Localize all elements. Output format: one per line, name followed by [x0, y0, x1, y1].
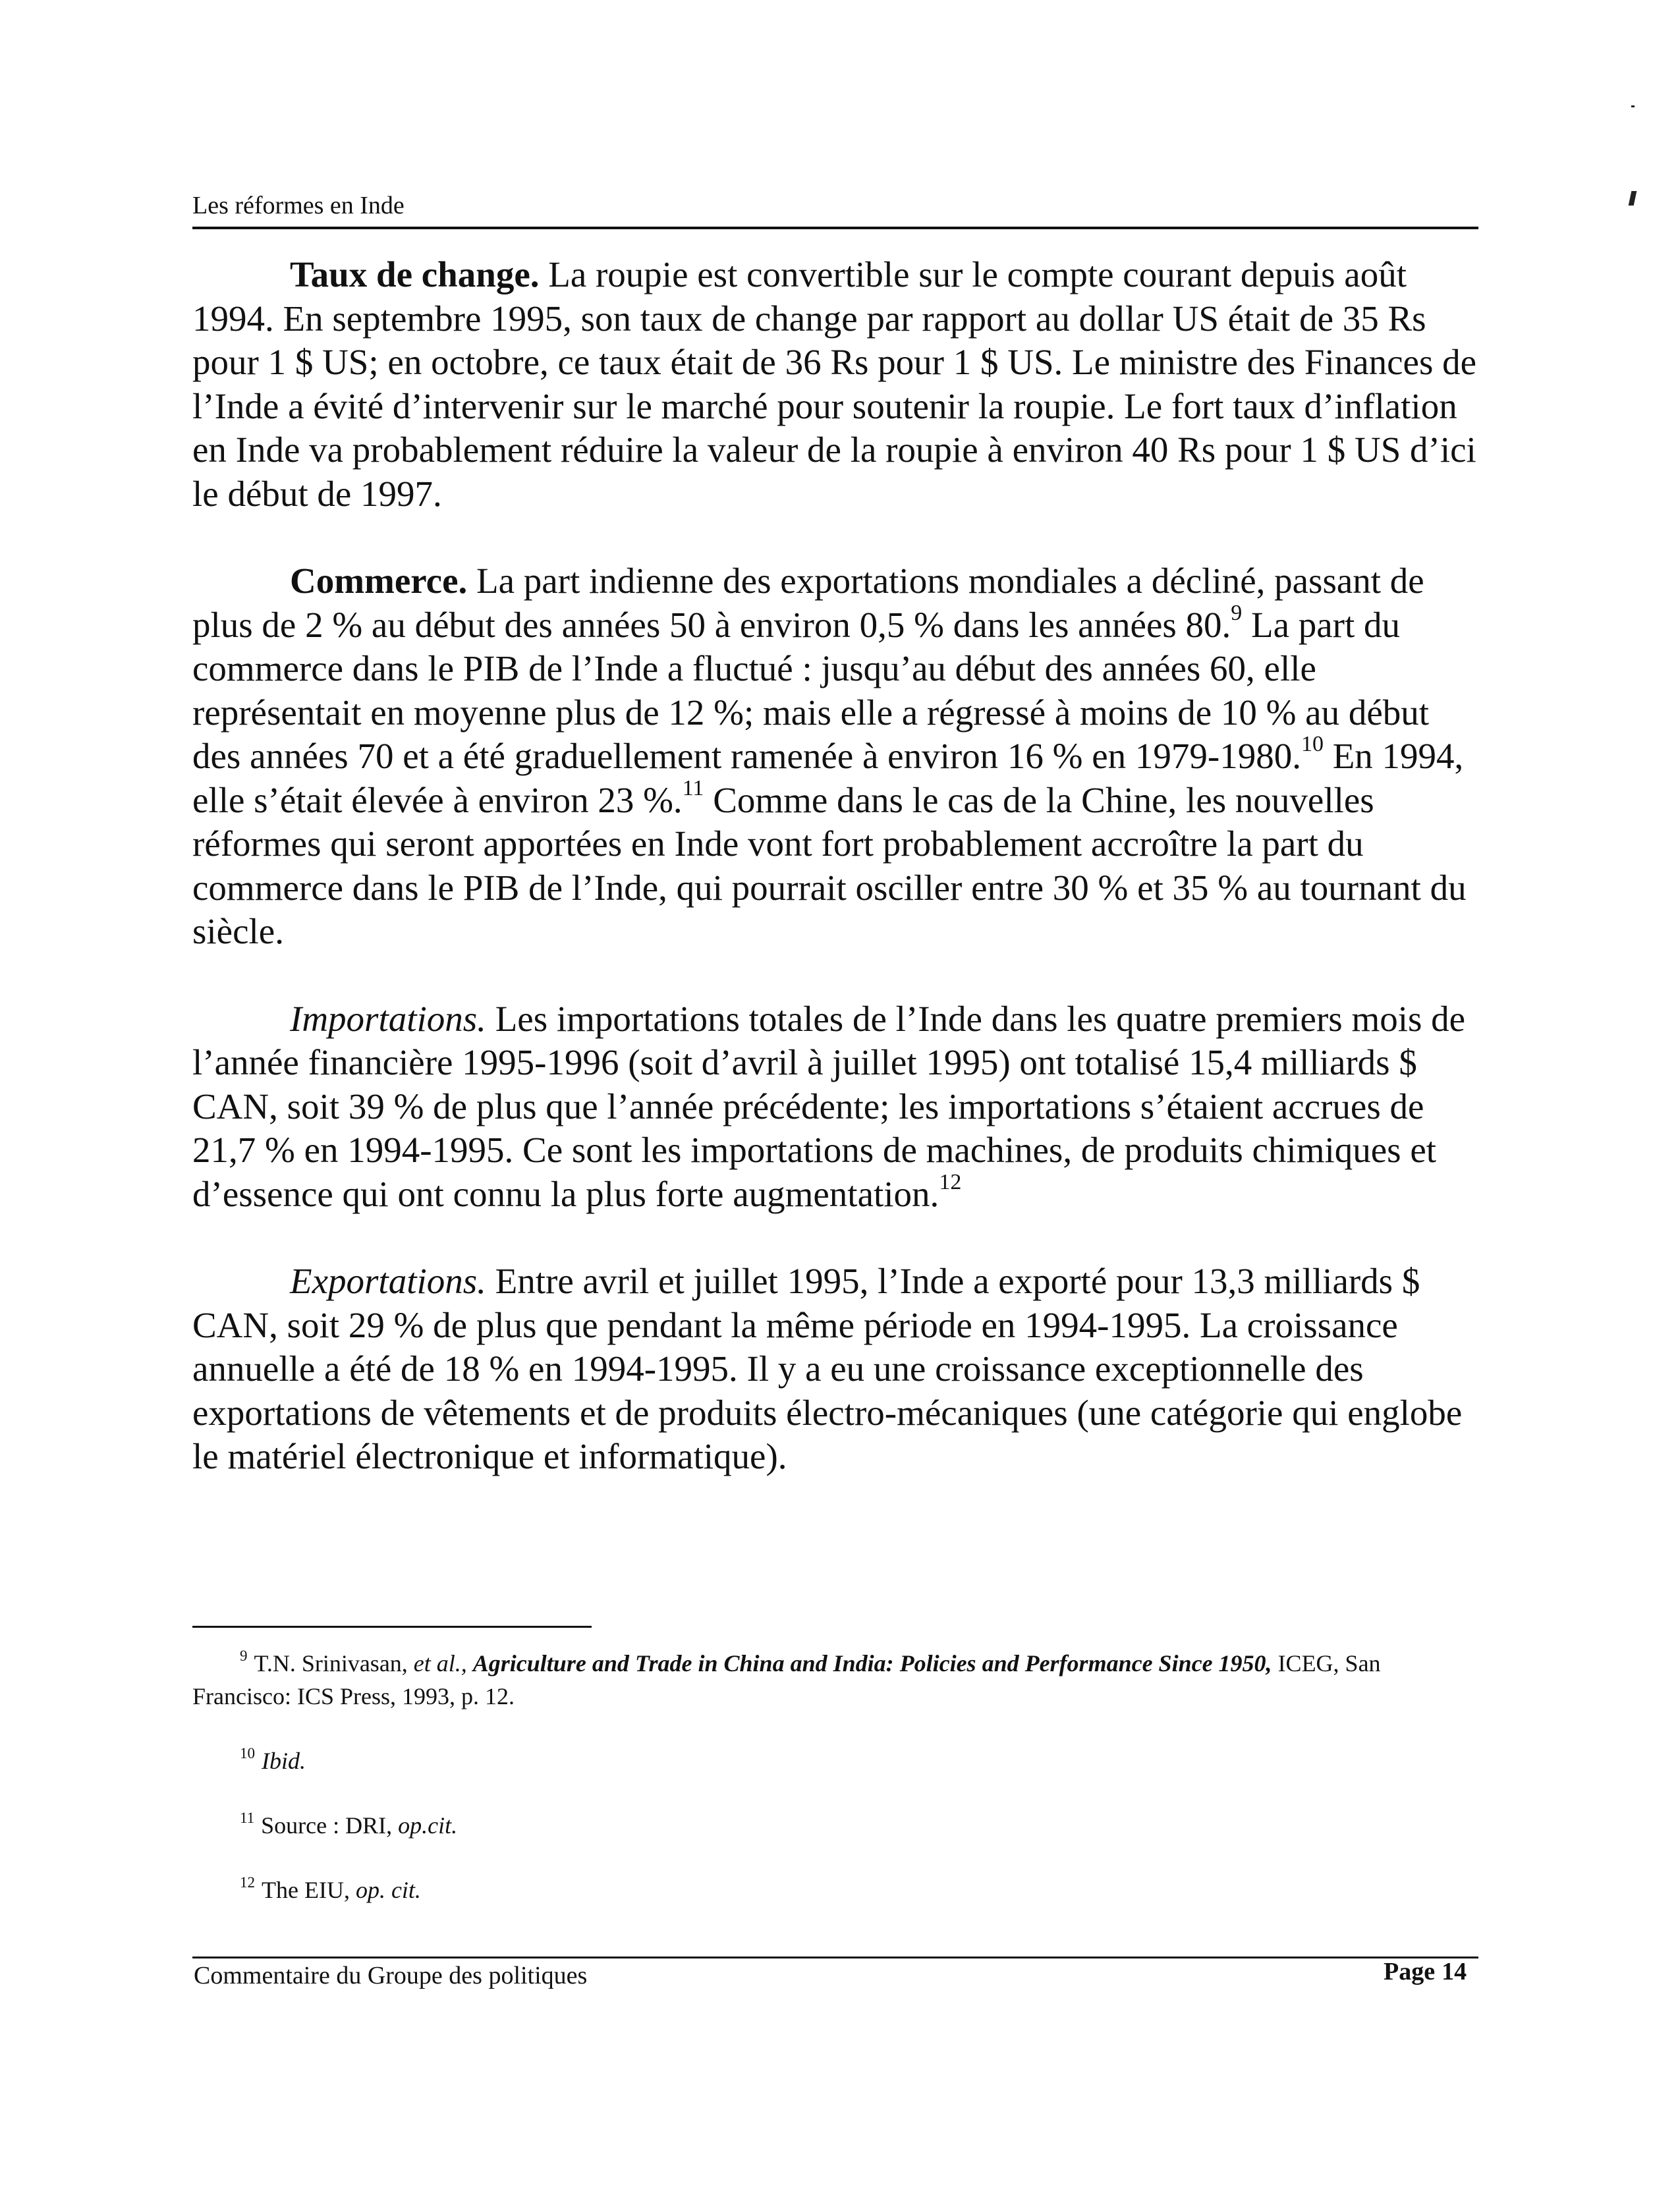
scan-mark: [1629, 191, 1637, 206]
footnote-text: Source : DRI,: [261, 1812, 399, 1839]
paragraph-text: La roupie est convertible sur le compte courant depuis août 1994. En septembre 1995, son taux de change par rapport au dollar US était de 35 Rs pour 1 $ US; en octobre, ce taux était de 36 Rs pour 1 $ US. Le ministre des Finances de l’Inde a évité d’intervenir sur le marché pour soutenir la roupie. Le fort taux d’inflation en Inde va probablement réduire la valeur de la roupie à environ 40 Rs pour 1 $ US d’ici le début de 1997.: [192, 254, 1477, 514]
paragraph-heading: Taux de change.: [290, 254, 540, 294]
footnote-11: [192, 1809, 1484, 1842]
footnote-number: 10: [240, 1745, 255, 1762]
paragraph-text: Entre avril et juillet 1995, l’Inde a exporté pour 13,3 milliards $ CAN, soit 29 % de plus que pendant la même période en 1994-1995. La croissance annuelle a été de 18 % en 1994-1995. Il y a eu une croissance exceptionnelle des exportations de vêtements et de produits électro-mécaniques (une catégorie qui englobe le matériel électronique et informatique).: [192, 1261, 1463, 1476]
paragraph-commerce: [192, 559, 1484, 954]
footnote-author: T.N. Srinivasan,: [254, 1650, 414, 1677]
footnote-text: Ibid.: [262, 1748, 306, 1774]
paragraph-importations: [192, 997, 1484, 1217]
footer-rule: [192, 1957, 1478, 1958]
footnote-etal: et al.,: [413, 1650, 467, 1677]
running-header: Les réformes en Inde: [192, 192, 405, 219]
paragraph-text: En 1994, elle s’était élevée à environ 23 %.: [192, 736, 1464, 820]
footer-title: Commentaire du Groupe des politiques: [194, 1962, 588, 1989]
footnote-ref-9: 9: [1231, 600, 1243, 625]
page-number-value: 14: [1442, 1958, 1467, 1985]
footnote-12: [192, 1874, 1484, 1906]
footnotes: [192, 1647, 1484, 1938]
footnote-rest: ICEG, San Francisco: ICS Press, 1993, p. 12.: [192, 1650, 1381, 1709]
body-text: [192, 253, 1484, 1522]
paragraph-exportations: [192, 1260, 1484, 1479]
paragraph-heading: Importations.: [290, 998, 486, 1039]
footnote-ref-11: 11: [682, 775, 704, 800]
scan-mark: [1631, 105, 1635, 107]
footnote-ref-10: 10: [1301, 732, 1324, 756]
footnote-title: Agriculture and Trade in China and India: Policies and Performance Since 1950,: [472, 1650, 1272, 1677]
footnote-ref-12: 12: [939, 1169, 962, 1194]
footnote-number: 12: [240, 1874, 255, 1891]
paragraph-text: La part du commerce dans le PIB de l’Inde a fluctué : jusqu’au début des années 60, elle représentait en moyenne plus de 12 %; mais elle a régressé à moins de 10 % au début des années 70 et a été graduellement ramenée à environ 16 % en 1979-1980.: [192, 604, 1430, 776]
footnote-number: 11: [240, 1810, 255, 1826]
paragraph-heading: Exportations.: [290, 1261, 486, 1301]
paragraph-heading: Commerce.: [290, 561, 468, 601]
footnote-9: [192, 1647, 1484, 1713]
header-rule: [192, 227, 1478, 229]
page-label: Page: [1384, 1958, 1436, 1985]
page-number: [1384, 1957, 1467, 1987]
footnote-separator: [192, 1626, 592, 1628]
paragraph-text: Comme dans le cas de la Chine, les nouvelles réformes qui seront apportées en Inde vont fort probablement accroître la part du commerce dans le PIB de l’Inde, qui pourrait osciller entre 30 % et 35 % au tournant du siècle.: [192, 779, 1467, 951]
paragraph-text: Les importations totales de l’Inde dans les quatre premiers mois de l’année financière 1995-1996 (soit d’avril à juillet 1995) ont totalisé 15,4 milliards $ CAN, soit 39 % de plus que l’année précédente; les importations s’étaient accrues de 21,7 % en 1994-1995. Ce sont les importations de machines, de produits chimiques et d’essence qui ont connu la plus forte augmentation.: [192, 998, 1466, 1214]
footnote-number: 9: [240, 1648, 248, 1664]
footnote-text: The EIU,: [262, 1877, 356, 1903]
footnote-10: [192, 1744, 1484, 1777]
paragraph-taux-de-change: [192, 253, 1484, 516]
footnote-italic: op. cit.: [355, 1877, 421, 1903]
paragraph-text: La part indienne des exportations mondiales a décliné, passant de plus de 2 % au début des années 50 à environ 0,5 % dans les années 80.: [192, 561, 1424, 645]
footnote-italic: op.cit.: [398, 1812, 458, 1839]
